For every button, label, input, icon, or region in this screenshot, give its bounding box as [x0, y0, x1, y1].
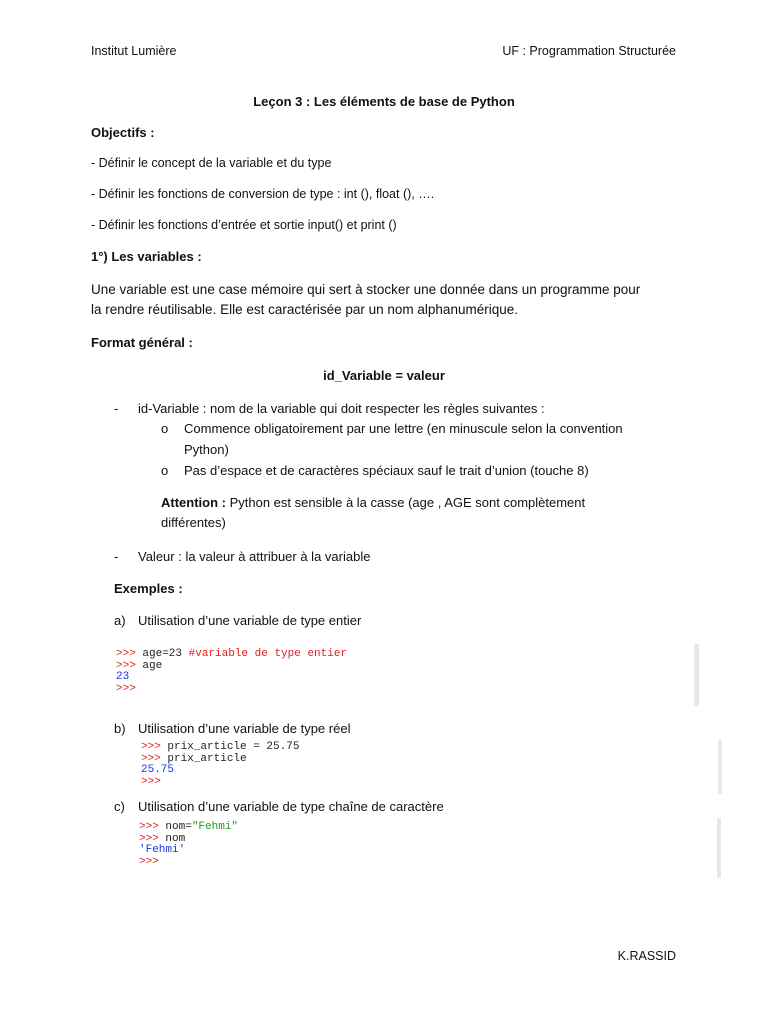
- paragraph-line: Une variable est une case mémoire qui sert à stocker une donnée dans un programme pour: [91, 282, 641, 297]
- paragraph-line: la rendre réutilisable. Elle est caractérisée par un nom alphanumérique.: [91, 302, 518, 317]
- bullet-dash: -: [114, 401, 119, 416]
- format-formula: id_Variable = valeur: [323, 368, 445, 383]
- examples-heading: Exemples :: [114, 581, 183, 596]
- example-marker: a): [114, 613, 126, 628]
- sub-bullet-text: Commence obligatoirement par une lettre (en minuscule selon la convention: [184, 421, 623, 436]
- objective-item: - Définir les fonctions de conversion de type : int (), float (), ….: [91, 187, 435, 201]
- scrollbar[interactable]: [718, 740, 722, 794]
- lesson-title: Leçon 3 : Les éléments de base de Python: [253, 94, 515, 109]
- sub-bullet-marker: o: [161, 421, 169, 436]
- attention-text-cont: différentes): [161, 515, 226, 530]
- attention-text: Python est sensible à la casse (age , AGE sont complètement: [225, 495, 586, 510]
- code-string: "Fehmi": [191, 821, 239, 833]
- header-course: UF : Programmation Structurée: [502, 44, 676, 58]
- header-institution: Institut Lumière: [91, 44, 177, 58]
- scrollbar[interactable]: [694, 644, 699, 706]
- attention-note: [161, 493, 585, 513]
- code-block-string: [139, 822, 238, 868]
- code-prompt: >>>: [141, 752, 168, 765]
- code-text: age: [142, 659, 163, 672]
- code-output: 23: [116, 671, 130, 683]
- bullet-dash: -: [114, 549, 119, 564]
- section-heading: 1°) Les variables :: [91, 249, 202, 264]
- code-block-float: [141, 742, 299, 788]
- sub-bullet-text: Python): [184, 442, 229, 457]
- example-marker: b): [114, 721, 126, 736]
- code-text: prix_article = 25.75: [167, 741, 300, 753]
- objective-item: - Définir les fonctions d’entrée et sortie input() et print (): [91, 218, 397, 232]
- code-text: age=23: [142, 648, 189, 660]
- example-marker: c): [114, 799, 125, 814]
- code-prompt: >>>: [139, 855, 159, 868]
- code-prompt: >>>: [139, 821, 166, 833]
- code-text: prix_article: [167, 752, 247, 765]
- footer-author: K.RASSID: [617, 949, 676, 963]
- scrollbar[interactable]: [717, 818, 721, 878]
- sub-bullet-marker: o: [161, 463, 169, 478]
- code-prompt: >>>: [116, 682, 136, 695]
- code-text: nom=: [165, 821, 192, 833]
- bullet-text: id-Variable : nom de la variable qui doit respecter les règles suivantes :: [138, 401, 545, 416]
- objectives-heading: Objectifs :: [91, 125, 155, 140]
- sub-bullet-text: Pas d’espace et de caractères spéciaux sauf le trait d’union (touche 8): [184, 463, 589, 478]
- example-label: Utilisation d’une variable de type chaîne de caractère: [138, 799, 444, 814]
- code-prompt: >>>: [139, 832, 166, 845]
- attention-label: Attention :: [161, 495, 226, 510]
- code-prompt: >>>: [141, 741, 168, 753]
- example-label: Utilisation d’une variable de type réel: [138, 721, 351, 736]
- code-prompt: >>>: [116, 659, 143, 672]
- example-label: Utilisation d’une variable de type entier: [138, 613, 362, 628]
- objective-item: - Définir le concept de la variable et du type: [91, 156, 332, 170]
- code-block-integer: [116, 649, 347, 695]
- code-output: 'Fehmi': [139, 844, 186, 856]
- code-comment: #variable de type entier: [188, 648, 348, 660]
- format-heading: Format général :: [91, 335, 193, 350]
- code-prompt: >>>: [141, 775, 161, 788]
- code-output: 25.75: [141, 764, 175, 776]
- bullet-text: Valeur : la valeur à attribuer à la variable: [138, 549, 371, 564]
- code-text: nom: [165, 832, 186, 845]
- code-prompt: >>>: [116, 648, 143, 660]
